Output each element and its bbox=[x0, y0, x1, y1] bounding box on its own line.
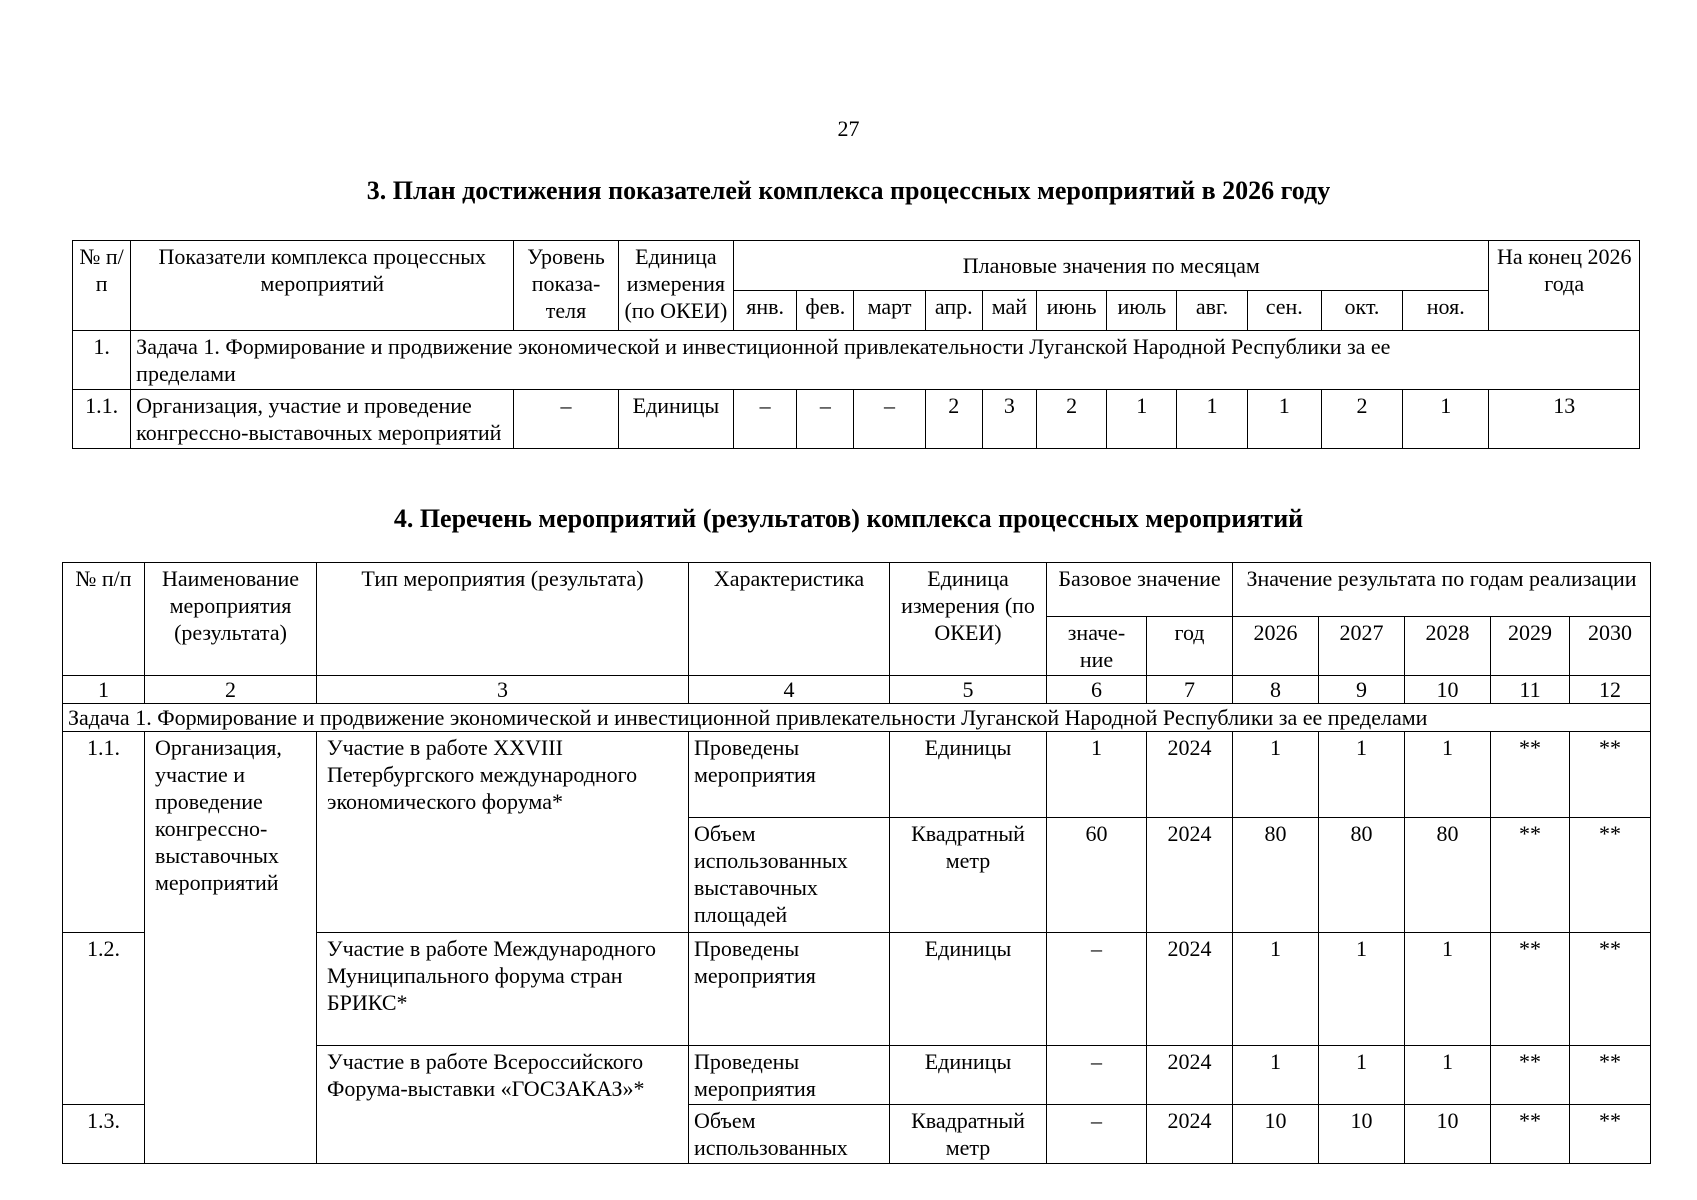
year-value: 80 bbox=[1319, 817, 1405, 932]
row-base-year: 2024 bbox=[1147, 1045, 1233, 1104]
row-unit: Квадратный метр bbox=[890, 1104, 1047, 1163]
column-number: 10 bbox=[1405, 676, 1491, 704]
measure-name: Организация, участие и проведение конгрессно-выставочных мероприятий bbox=[145, 732, 317, 1164]
measures-list-table bbox=[62, 562, 1651, 1164]
header-num: № п/п bbox=[63, 563, 145, 676]
row-unit: Единицы bbox=[618, 390, 733, 449]
header-base-year: год bbox=[1147, 617, 1233, 676]
month-value: 2 bbox=[1036, 390, 1106, 449]
header-end: На конец 2026 года bbox=[1489, 241, 1640, 331]
header-result: Значение результата по годам реализации bbox=[1233, 563, 1651, 617]
year-value: 1 bbox=[1233, 932, 1319, 1045]
row-level: – bbox=[514, 390, 618, 449]
task-row bbox=[73, 331, 1640, 390]
month-header: окт. bbox=[1321, 291, 1402, 331]
column-number: 5 bbox=[890, 676, 1047, 704]
month-value: 2 bbox=[925, 390, 982, 449]
year-value: ** bbox=[1491, 1104, 1570, 1163]
row-type: Участие в работе XXVIII Петербургского международного экономического форума* bbox=[317, 732, 689, 818]
column-number: 2 bbox=[145, 676, 317, 704]
year-header: 2030 bbox=[1570, 617, 1651, 676]
page-number: 27 bbox=[837, 116, 860, 141]
task-text: Задача 1. Формирование и продвижение экономической и инвестиционной привлекательности Луганской Народной Республики за ее пределами bbox=[63, 704, 1651, 732]
row-num bbox=[63, 817, 145, 932]
row-characteristic: Объем использованных выставочных площадей bbox=[689, 817, 890, 932]
row-base-value: – bbox=[1047, 932, 1147, 1045]
header-name: Наименование мероприятия (результата) bbox=[145, 563, 317, 676]
row-base-value: 60 bbox=[1047, 817, 1147, 932]
header-base: Базовое значение bbox=[1047, 563, 1233, 617]
month-header: март bbox=[854, 291, 925, 331]
task-text: Задача 1. Формирование и продвижение экономической и инвестиционной привлекательности Луганской Народной Республики за ее пределами bbox=[131, 331, 1640, 390]
year-value: 1 bbox=[1319, 1045, 1405, 1104]
year-value: 1 bbox=[1319, 932, 1405, 1045]
row-num: 1.1. bbox=[73, 390, 131, 449]
year-value: 10 bbox=[1233, 1104, 1319, 1163]
column-number: 4 bbox=[689, 676, 890, 704]
year-value: ** bbox=[1491, 817, 1570, 932]
row-characteristic: Проведены мероприятия bbox=[689, 1045, 890, 1104]
column-numbers-row bbox=[63, 676, 1651, 704]
row-characteristic: Проведены мероприятия bbox=[689, 932, 890, 1045]
column-number: 8 bbox=[1233, 676, 1319, 704]
year-value: ** bbox=[1491, 732, 1570, 818]
row-base-value: 1 bbox=[1047, 732, 1147, 818]
month-header: фев. bbox=[797, 291, 854, 331]
month-value: – bbox=[854, 390, 925, 449]
year-value: ** bbox=[1570, 817, 1651, 932]
year-value: 10 bbox=[1405, 1104, 1491, 1163]
row-characteristic: Объем использованных bbox=[689, 1104, 890, 1163]
row-unit: Единицы bbox=[890, 732, 1047, 818]
row-type bbox=[317, 817, 689, 932]
header-type: Тип мероприятия (результата) bbox=[317, 563, 689, 676]
column-number: 11 bbox=[1491, 676, 1570, 704]
header-planned: Плановые значения по месяцам bbox=[734, 241, 1489, 291]
month-value: – bbox=[734, 390, 797, 449]
header-characteristic: Характеристика bbox=[689, 563, 890, 676]
row-type: Участие в работе Международного Муниципального форума стран БРИКС* bbox=[317, 932, 689, 1045]
column-number: 3 bbox=[317, 676, 689, 704]
month-header: янв. bbox=[734, 291, 797, 331]
header-unit: Единица измерения (по ОКЕИ) bbox=[618, 241, 733, 331]
month-value: 1 bbox=[1247, 390, 1321, 449]
header-indicator: Показатели комплекса процессных мероприятий bbox=[131, 241, 514, 331]
year-value: 80 bbox=[1233, 817, 1319, 932]
year-value: ** bbox=[1570, 1045, 1651, 1104]
column-number: 6 bbox=[1047, 676, 1147, 704]
year-value: 10 bbox=[1319, 1104, 1405, 1163]
row-name: Организация, участие и проведение конгрессно-выставочных мероприятий bbox=[131, 390, 514, 449]
column-number: 7 bbox=[1147, 676, 1233, 704]
header-level: Уровень показа-теля bbox=[514, 241, 618, 331]
row-num: 1.2. bbox=[63, 932, 145, 1045]
year-value: 1 bbox=[1319, 732, 1405, 818]
month-header: июнь bbox=[1036, 291, 1106, 331]
table-row bbox=[63, 732, 1651, 818]
row-num: 1.1. bbox=[63, 732, 145, 818]
month-header: июль bbox=[1107, 291, 1177, 331]
row-base-value: – bbox=[1047, 1045, 1147, 1104]
row-type: Участие в работе Всероссийского Форума-выставки «ГОСЗАКАЗ»* bbox=[317, 1045, 689, 1163]
year-value: ** bbox=[1570, 732, 1651, 818]
row-base-year: 2024 bbox=[1147, 932, 1233, 1045]
row-base-year: 2024 bbox=[1147, 732, 1233, 818]
month-value: 1 bbox=[1403, 390, 1489, 449]
year-value: 1 bbox=[1233, 732, 1319, 818]
year-header: 2026 bbox=[1233, 617, 1319, 676]
row-end-value: 13 bbox=[1489, 390, 1640, 449]
indicators-plan-table bbox=[72, 240, 1640, 449]
year-value: ** bbox=[1570, 1104, 1651, 1163]
row-num bbox=[63, 1045, 145, 1104]
task-row bbox=[63, 704, 1651, 732]
month-value: 2 bbox=[1321, 390, 1402, 449]
section-4-title: 4. Перечень мероприятий (результатов) комплекса процессных мероприятий bbox=[393, 504, 1304, 533]
column-number: 1 bbox=[63, 676, 145, 704]
year-header: 2029 bbox=[1491, 617, 1570, 676]
row-unit: Квадратный метр bbox=[890, 817, 1047, 932]
month-header: май bbox=[982, 291, 1036, 331]
year-value: ** bbox=[1570, 932, 1651, 1045]
task-num: 1. bbox=[73, 331, 131, 390]
month-value: 1 bbox=[1107, 390, 1177, 449]
table-row bbox=[73, 390, 1640, 449]
year-value: 80 bbox=[1405, 817, 1491, 932]
row-characteristic: Проведены мероприятия bbox=[689, 732, 890, 818]
section-3-title: 3. План достижения показателей комплекса процессных мероприятий в 2026 году bbox=[366, 176, 1331, 205]
month-value: 3 bbox=[982, 390, 1036, 449]
header-num: № п/п bbox=[73, 241, 131, 331]
year-value: ** bbox=[1491, 1045, 1570, 1104]
month-value: 1 bbox=[1177, 390, 1247, 449]
header-unit: Единица измерения (по ОКЕИ) bbox=[890, 563, 1047, 676]
row-unit: Единицы bbox=[890, 1045, 1047, 1104]
year-header: 2027 bbox=[1319, 617, 1405, 676]
month-value: – bbox=[797, 390, 854, 449]
row-base-year: 2024 bbox=[1147, 1104, 1233, 1163]
month-header: авг. bbox=[1177, 291, 1247, 331]
year-value: 1 bbox=[1233, 1045, 1319, 1104]
year-value: 1 bbox=[1405, 1045, 1491, 1104]
row-num: 1.3. bbox=[63, 1104, 145, 1163]
year-value: 1 bbox=[1405, 732, 1491, 818]
row-base-year: 2024 bbox=[1147, 817, 1233, 932]
year-value: ** bbox=[1491, 932, 1570, 1045]
year-header: 2028 bbox=[1405, 617, 1491, 676]
column-number: 12 bbox=[1570, 676, 1651, 704]
row-base-value: – bbox=[1047, 1104, 1147, 1163]
month-header: апр. bbox=[925, 291, 982, 331]
month-header: сен. bbox=[1247, 291, 1321, 331]
header-base-value: значе-ние bbox=[1047, 617, 1147, 676]
month-header: ноя. bbox=[1403, 291, 1489, 331]
column-number: 9 bbox=[1319, 676, 1405, 704]
row-unit: Единицы bbox=[890, 932, 1047, 1045]
year-value: 1 bbox=[1405, 932, 1491, 1045]
